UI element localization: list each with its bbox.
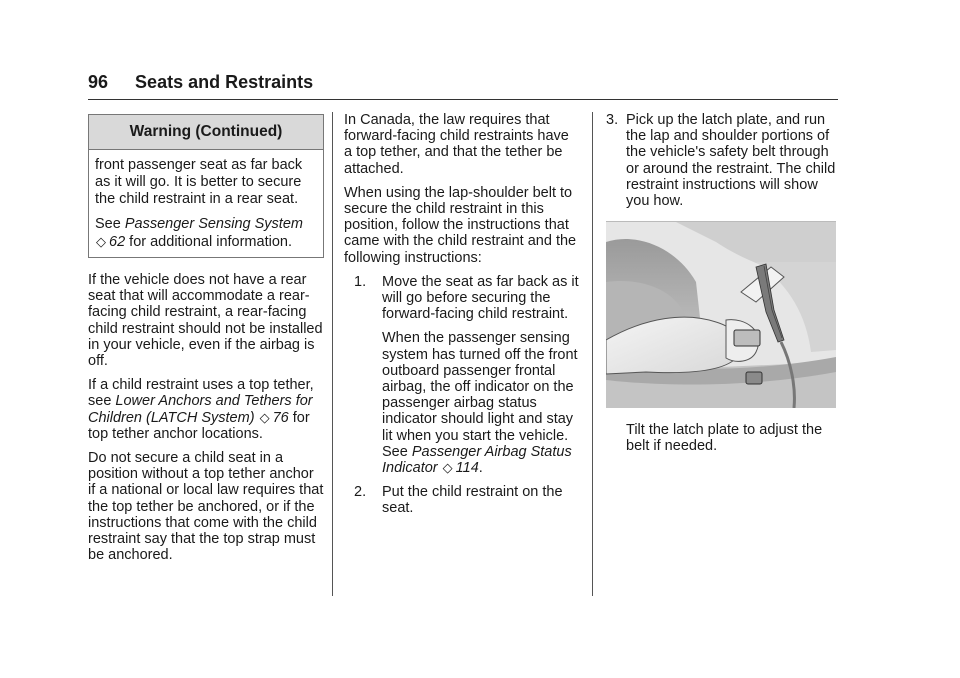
latch-plate-illustration: [606, 221, 836, 408]
paragraph-top-tether: [88, 377, 324, 442]
warning-box: [88, 114, 324, 258]
step-text: Put the child restraint on the seat.: [382, 484, 563, 517]
list-item: [344, 274, 580, 476]
warning-paragraph: front passenger seat as far back as it will go. It is better to secure the child restraint in a rear seat.: [95, 157, 303, 207]
column-1: [88, 114, 324, 571]
step-text: Move the seat as far back as it will go before securing the forward-facing child restraint.: [382, 273, 579, 323]
paragraph-canada-law: In Canada, the law requires that forward-facing child restraints have a top tether, and that the tether be attached.: [344, 112, 569, 177]
sub-post: .: [478, 460, 483, 477]
illustration-svg: [606, 222, 836, 408]
list-item: [344, 484, 580, 516]
list-item: [606, 112, 842, 209]
paragraph-lap-shoulder: When using the lap-shoulder belt to secure the child restraint in this position, follow the instructions that came with the child restraint and the following instructions:: [344, 184, 577, 266]
airbag-status-link[interactable]: Passenger Airbag Status Indicator: [382, 443, 572, 477]
step-text: Pick up the latch plate, and run the lap and shoulder portions of the vehicle's safety belt through or around the restraint. The child restraint instructions will show you how.: [626, 112, 836, 210]
page-reference-arrow-icon: ◇: [442, 460, 453, 476]
page-number: 96: [88, 72, 109, 92]
step-number: 2.: [354, 484, 367, 501]
latch-system-link[interactable]: Lower Anchors and Tethers for Children (LATCH System): [88, 393, 313, 426]
paragraph-rear-seat: If the vehicle does not have a rear seat that will accommodate a rear-facing child restraint, a rear-facing child restraint should not be installed in your vehicle, even if the airbag is off.: [88, 272, 323, 370]
column-divider-1: [332, 112, 333, 596]
column-2: [344, 112, 580, 525]
figure-caption: Tilt the latch plate to adjust the belt if needed.: [626, 422, 823, 455]
section-title: Seats and Restraints: [135, 72, 314, 92]
page-ref-76[interactable]: 76: [272, 409, 289, 426]
warning-see-paragraph: [95, 216, 318, 251]
passenger-sensing-link[interactable]: Passenger Sensing System: [124, 216, 303, 232]
page-reference-arrow-icon: ◇: [259, 409, 270, 425]
paragraph-tether-law: Do not secure a child seat in a position without a top tether anchor if a national or local law requires that the top tether be anchored, or if the instructions that come with the child restraint say that the top strap must be anchored.: [88, 450, 324, 564]
column-3: [606, 112, 842, 463]
warning-body: [89, 150, 323, 257]
see-word: See: [95, 216, 121, 232]
step-number: 1.: [354, 273, 367, 290]
steps-list: [606, 112, 842, 209]
step-subparagraph: [382, 330, 580, 476]
p2-post: for top tether anchor locations.: [88, 409, 310, 442]
page-reference-arrow-icon: ◇: [96, 234, 106, 249]
column-divider-2: [592, 112, 593, 596]
step-number: 3.: [606, 112, 619, 128]
sub-pre: When the passenger sensing system has turned off the front outboard passenger frontal airbag, the off indicator on the passenger airbag status indicator should light and stay lit when you start the vehicle. See: [382, 330, 578, 460]
header-rule: [88, 99, 838, 100]
page-ref-114[interactable]: 114: [455, 460, 479, 477]
page-ref-62[interactable]: 62: [109, 234, 126, 250]
page-header: [88, 70, 838, 94]
steps-list: [344, 274, 580, 517]
p2-pre: If a child restraint uses a top tether, see: [88, 377, 314, 410]
see-tail: for additional information.: [129, 234, 292, 250]
warning-title: Warning (Continued): [89, 115, 323, 150]
